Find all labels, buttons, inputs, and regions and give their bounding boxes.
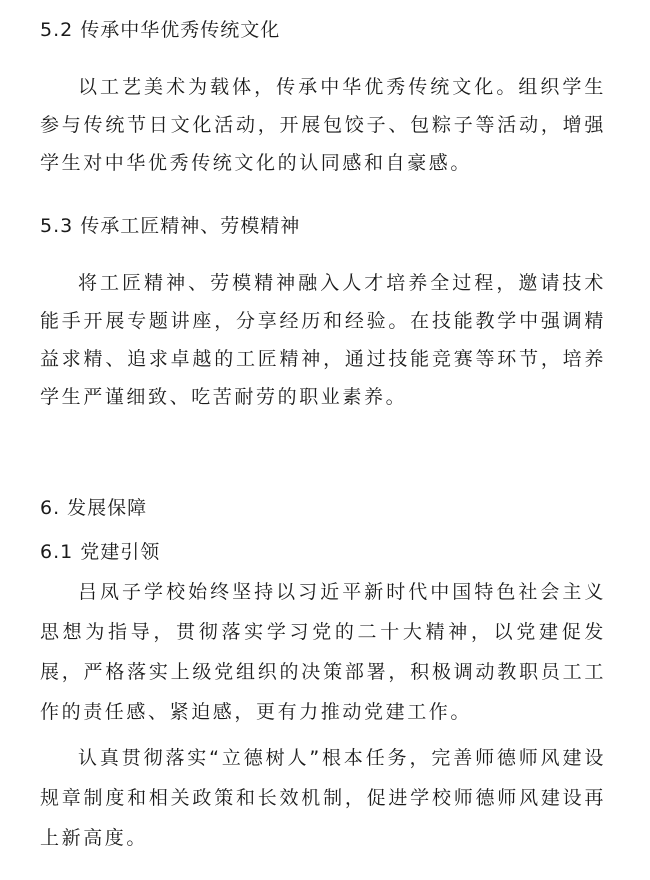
paragraph-5-3: 将工匠精神、劳模精神融入人才培养全过程，邀请技术能手开展专题讲座，分享经历和经验。在技能教学中强调精益求精、追求卓越的工匠精神，通过技能竞赛等环节，培养学生严谨细致、吃苦耐劳的职业素养。 [40,272,606,408]
section-heading-6: 6. 发展保障 [40,497,148,519]
paragraph-6-1-a: 吕凤子学校始终坚持以习近平新时代中国特色社会主义思想为指导，贯彻落实学习党的二十大精神，以党建促发展，严格落实上级党组织的决策部署，积极调动教职员工工作的责任感、紧迫感，更有力推动党建工作。 [40,581,606,723]
paragraph-6-1-b: 认真贯彻落实“立德树人”根本任务，完善师德师风建设规章制度和相关政策和长效机制，促进学校师德师风建设再上新高度。 [40,747,606,849]
section-heading-5-2: 5.2 传承中华优秀传统文化 [40,19,281,41]
section-heading-5-3: 5.3 传承工匠精神、劳模精神 [40,215,301,237]
section-heading-6-1: 6.1 党建引领 [40,541,161,563]
paragraph-5-2: 以工艺美术为载体，传承中华优秀传统文化。组织学生参与传统节日文化活动，开展包饺子、包粽子等活动，增强学生对中华优秀传统文化的认同感和自豪感。 [40,76,606,174]
